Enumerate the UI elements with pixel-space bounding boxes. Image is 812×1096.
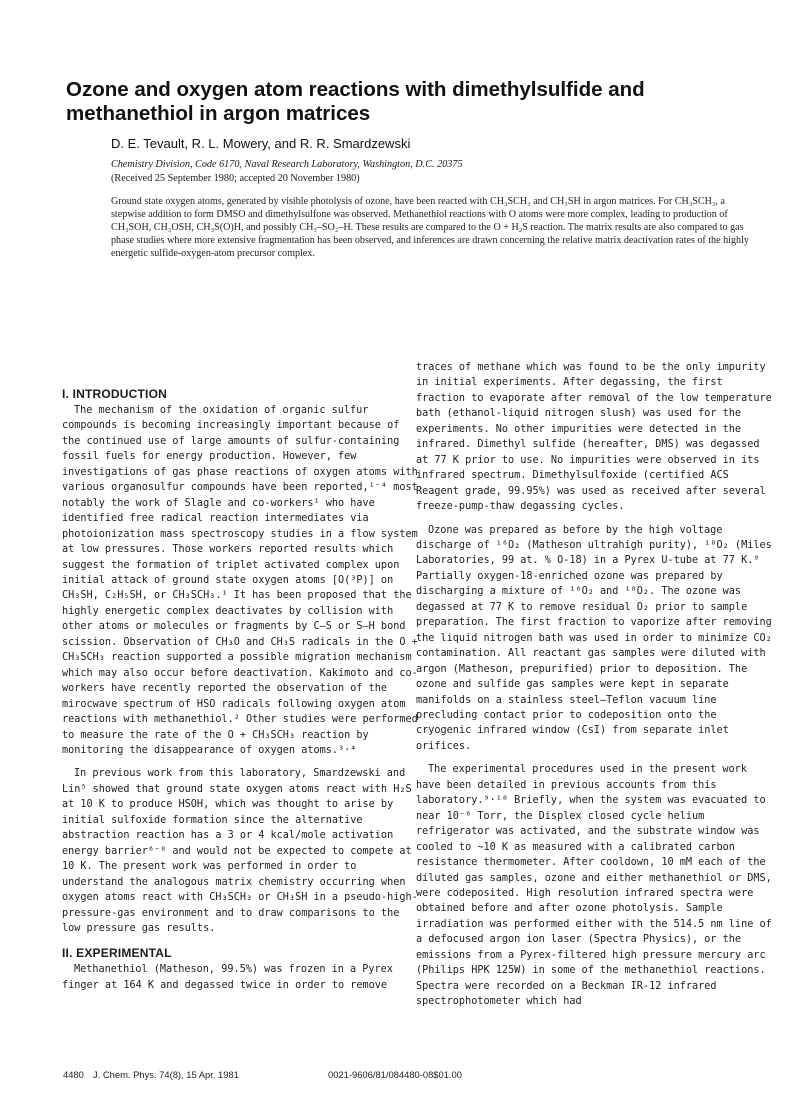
experimental-paragraph-1: Methanethiol (Matheson, 99.5%) was frozen in a Pyrex finger at 164 K and degassed twice in order to remove — [62, 964, 393, 991]
left-column — [62, 386, 420, 993]
received-dates: (Received 25 September 1980; accepted 20 November 1980) — [111, 173, 360, 184]
intro-paragraph-1: The mechanism of the oxidation of organic sulfur compounds is becoming increasingly important because of the continued use of large amounts of sulfur-containing fossil fuels for energy production. However, few investigations of gas phase reactions of oxygen atoms with various organosulfur compounds have been reported,¹⁻⁴ most notably the work of Slagle and co-workers¹ who have identified free radical reaction intermediates via photoionization mass spectroscopy studies in a flow system at low pressures. Those workers reported results which suggest the formation of triplet activated complex upon initial attack of ground state oxygen atoms [O(³P)] on CH₃SH, C₂H₅SH, or CH₃SCH₃.¹ It has been proposed that the highly energetic complex deactivates by collision with other atoms or molecules or fragments by C–S or S–H bond scission. Observation of CH₃O and CH₃S radicals in the O + CH₃SCH₃ reaction supported a possible migration mechanism which may also occur before deactivation. Kakimoto and co-workers have recently reported the observation of the mirocwave spectrum of HSO radicals following oxygen atom reactions with methanethiol.² Other studies were performed to measure the rate of the O + CH₃SCH₃ reaction by monitoring the disappearance of oxygen atoms.³·⁴ — [62, 405, 418, 756]
experimental-paragraph-ozone: Ozone was prepared as before by the high voltage discharge of ¹⁶O₂ (Matheson ultrahigh purity), ¹⁸O₂ (Miles Laboratories, 99 at. % O-18) in a Pyrex U-tube at 77 K.⁹ Partially oxygen-18-enriched ozone was prepared by discharging a mixture of ¹⁶O₂ and ¹⁸O₂. The ozone was degassed at 77 K to remove residual O₂ prior to sample preparation. The first fraction to vaporize after removing the liquid nitrogen bath was used in order to minimize CO₂ contamination. All reactant gas samples were diluted with argon (Matheson, prepurified) prior to deposition. The ozone and sulfide gas samples were kept in separate manifolds on a stainless steel–Teflon vacuum line precluding contact prior to codeposition onto the cryogenic infrared window (CsI) from separate inlet orifices. — [416, 524, 772, 752]
article-title: Ozone and oxygen atom reactions with dimethylsulfide and methanethiol in argon matrices — [66, 78, 645, 125]
experimental-paragraph-procedures: The experimental procedures used in the present work have been detailed in previous accounts from this laboratory.⁹·¹⁰ Briefly, when the system was evacuated to near 10⁻⁶ Torr, the Displex closed cycle helium refrigerator was activated, and the substrate window was cooled to ~10 K as measured with a calibrated carbon resistance thermometer. After cooldown, 10 mM each of the diluted gas samples, ozone and either methanethiol or DMS, were codeposited. High resolution infrared spectra were obtained before and after ozone photolysis. Sample irradiation was performed either with the 514.5 nm line of a defocused argon ion laser (Spectra Physics), or the emissions from a Pyrex-filtered high pressure mercury arc (Philips HPK 125W) in some of the methanethiol reactions. Spectra were recorded on a Beckman IR-12 infrared spectrophotometer which had — [416, 764, 772, 1008]
journal-citation: J. Chem. Phys. 74(8), 15 Apr. 1981 — [93, 1069, 239, 1080]
right-column — [416, 360, 774, 1010]
intro-paragraph-2: In previous work from this laboratory, Smardzewski and Lin⁵ showed that ground state oxygen atoms react with H₂S at 10 K to produce HSOH, which was thought to arise by initial sulfoxide formation since the alternative abstraction reaction has a 3 or 4 kcal/mole activation energy barrier⁶⁻⁸ and would not be expected to compete at 10 K. The present work was performed in order to understand the analogous matrix chemistry occurring when oxygen atoms react with CH₃SCH₃ or CH₃SH in a pseudo-high-pressure-gas environment and to draw comparisons to the low pressure gas results. — [62, 768, 418, 934]
copyright-code: 0021-9606/81/084480-08$01.00 — [328, 1069, 462, 1080]
affiliation: Chemistry Division, Code 6170, Naval Research Laboratory, Washington, D.C. 20375 — [111, 159, 463, 170]
section-heading-introduction: I. INTRODUCTION — [62, 387, 167, 401]
author-list: D. E. Tevault, R. L. Mowery, and R. R. Smardzewski — [111, 136, 411, 151]
abstract: Ground state oxygen atoms, generated by visible photolysis of ozone, have been reacted with CH₃SCH₃ and CH₃SH in argon matrices. For CH₃SCH₃, a stepwise addition to form DMSO and dimethylsulfone was observed. Methanethiol reactions with O atoms were more complex, leading to production of CH₃SOH, CH₃OSH, CH₃S(O)H, and possibly CH₃–SO₂–H. These results are compared to the O + H₂S reaction. The matrix results are also compared to gas phase studies where more extensive fragmentation has been observed, and inferences are drawn concerning the relative matrix deactivation rates of the highly energetic sulfide-oxygen-atom precursor complex. — [111, 196, 749, 260]
section-heading-experimental: II. EXPERIMENTAL — [62, 946, 172, 961]
experimental-paragraph-continued: traces of methane which was found to be the only impurity in initial experiments. After degassing, the first fraction to evaporate after removal of the low temperature bath (ethanol-liquid nitrogen slush) was used for the experiments. No other impurities were detected in the infrared. Dimethyl sulfide (hereafter, DMS) was degassed at 77 K prior to use. No impurities were observed in its infrared spectrum. Dimethylsulfoxide (certified ACS Reagent grade, 99.95%) was used as received after several freeze-pump-thaw degassing cycles. — [416, 362, 772, 513]
page-number: 4480 — [63, 1069, 84, 1080]
